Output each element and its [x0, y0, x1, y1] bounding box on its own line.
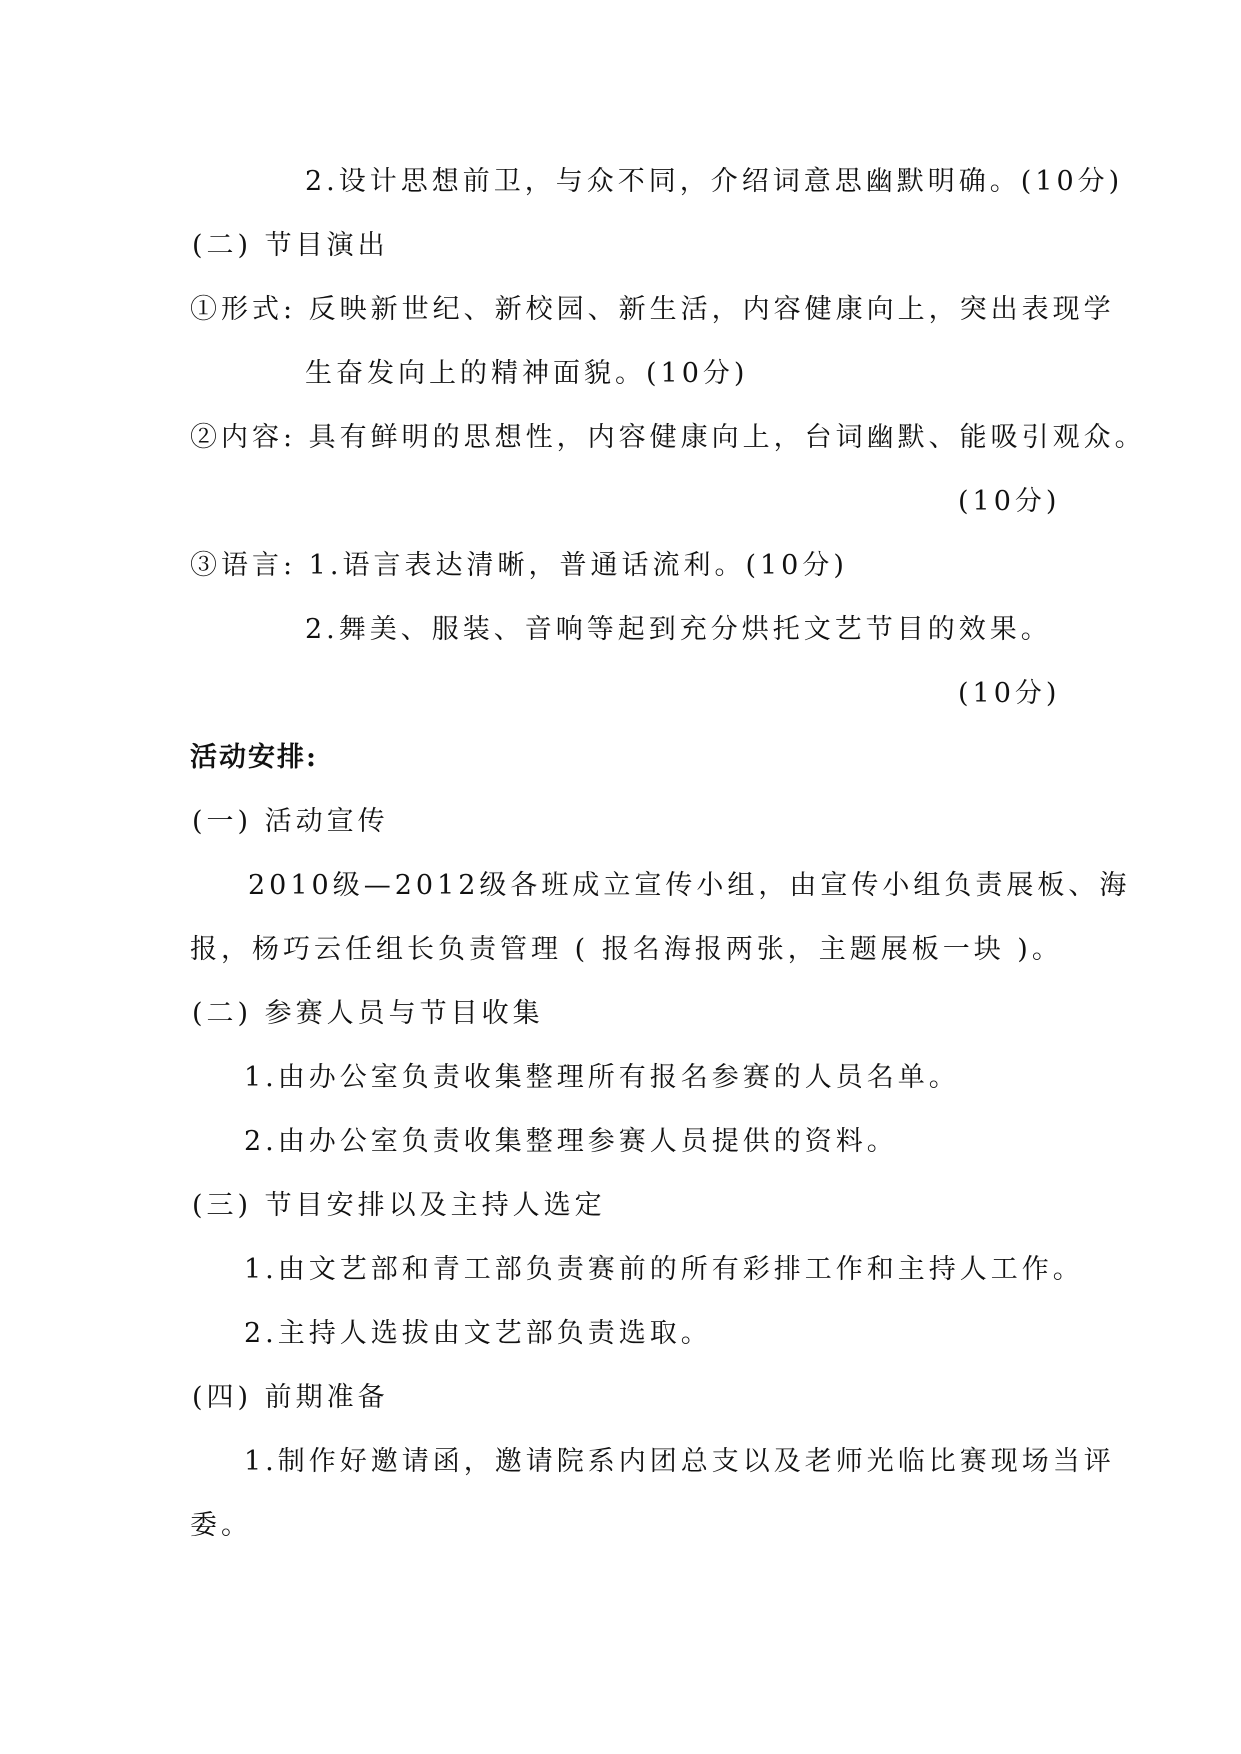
- criteria-form-continuation: 生奋发向上的精神面貌。(10分): [305, 358, 749, 389]
- program-host-item-1: 1.由文艺部和青工部负责赛前的所有彩排工作和主持人工作。: [244, 1254, 1084, 1285]
- criteria-form-line: ①形式: 反映新世纪、新校园、新生活，内容健康向上，突出表现学: [190, 294, 1115, 325]
- preparation-item-1: 1.制作好邀请函，邀请院系内团总支以及老师光临比赛现场当评: [244, 1446, 1115, 1477]
- section-heading-preparation: (四) 前期准备: [192, 1382, 389, 1413]
- section-title-activity-arrangement: 活动安排:: [190, 742, 318, 773]
- participants-item-1: 1.由办公室负责收集整理所有报名参赛的人员名单。: [244, 1062, 960, 1093]
- publicity-paragraph-line-2: 报，杨巧云任组长负责管理 ( 报名海报两张，主题展板一块 )。: [190, 934, 1063, 965]
- score-note: (10分): [958, 678, 1061, 709]
- participants-item-2: 2.由办公室负责收集整理参赛人员提供的资料。: [244, 1126, 898, 1157]
- score-note: (10分): [958, 486, 1061, 517]
- section-heading-program-host: (三) 节目安排以及主持人选定: [192, 1190, 606, 1221]
- program-host-item-2: 2.主持人选拔由文艺部负责选取。: [244, 1318, 712, 1349]
- preparation-item-1-continuation: 委。: [190, 1510, 252, 1541]
- criteria-language-line: ③语言: 1.语言表达清晰，普通话流利。(10分): [190, 550, 848, 581]
- publicity-paragraph-line-1: 2010级—2012级各班成立宣传小组，由宣传小组负责展板、海: [248, 870, 1131, 901]
- section-heading-participants: (二) 参赛人员与节目收集: [192, 998, 544, 1029]
- criteria-design-line: 2.设计思想前卫，与众不同，介绍词意思幽默明确。(10分): [305, 166, 1124, 197]
- section-heading-publicity: (一) 活动宣传: [192, 806, 389, 837]
- criteria-content-line: ②内容: 具有鲜明的思想性，内容健康向上，台词幽默、能吸引观众。: [190, 422, 1146, 453]
- section-heading-performance: (二) 节目演出: [192, 230, 389, 261]
- criteria-stage-line: 2.舞美、服装、音响等起到充分烘托文艺节目的效果。: [305, 614, 1052, 645]
